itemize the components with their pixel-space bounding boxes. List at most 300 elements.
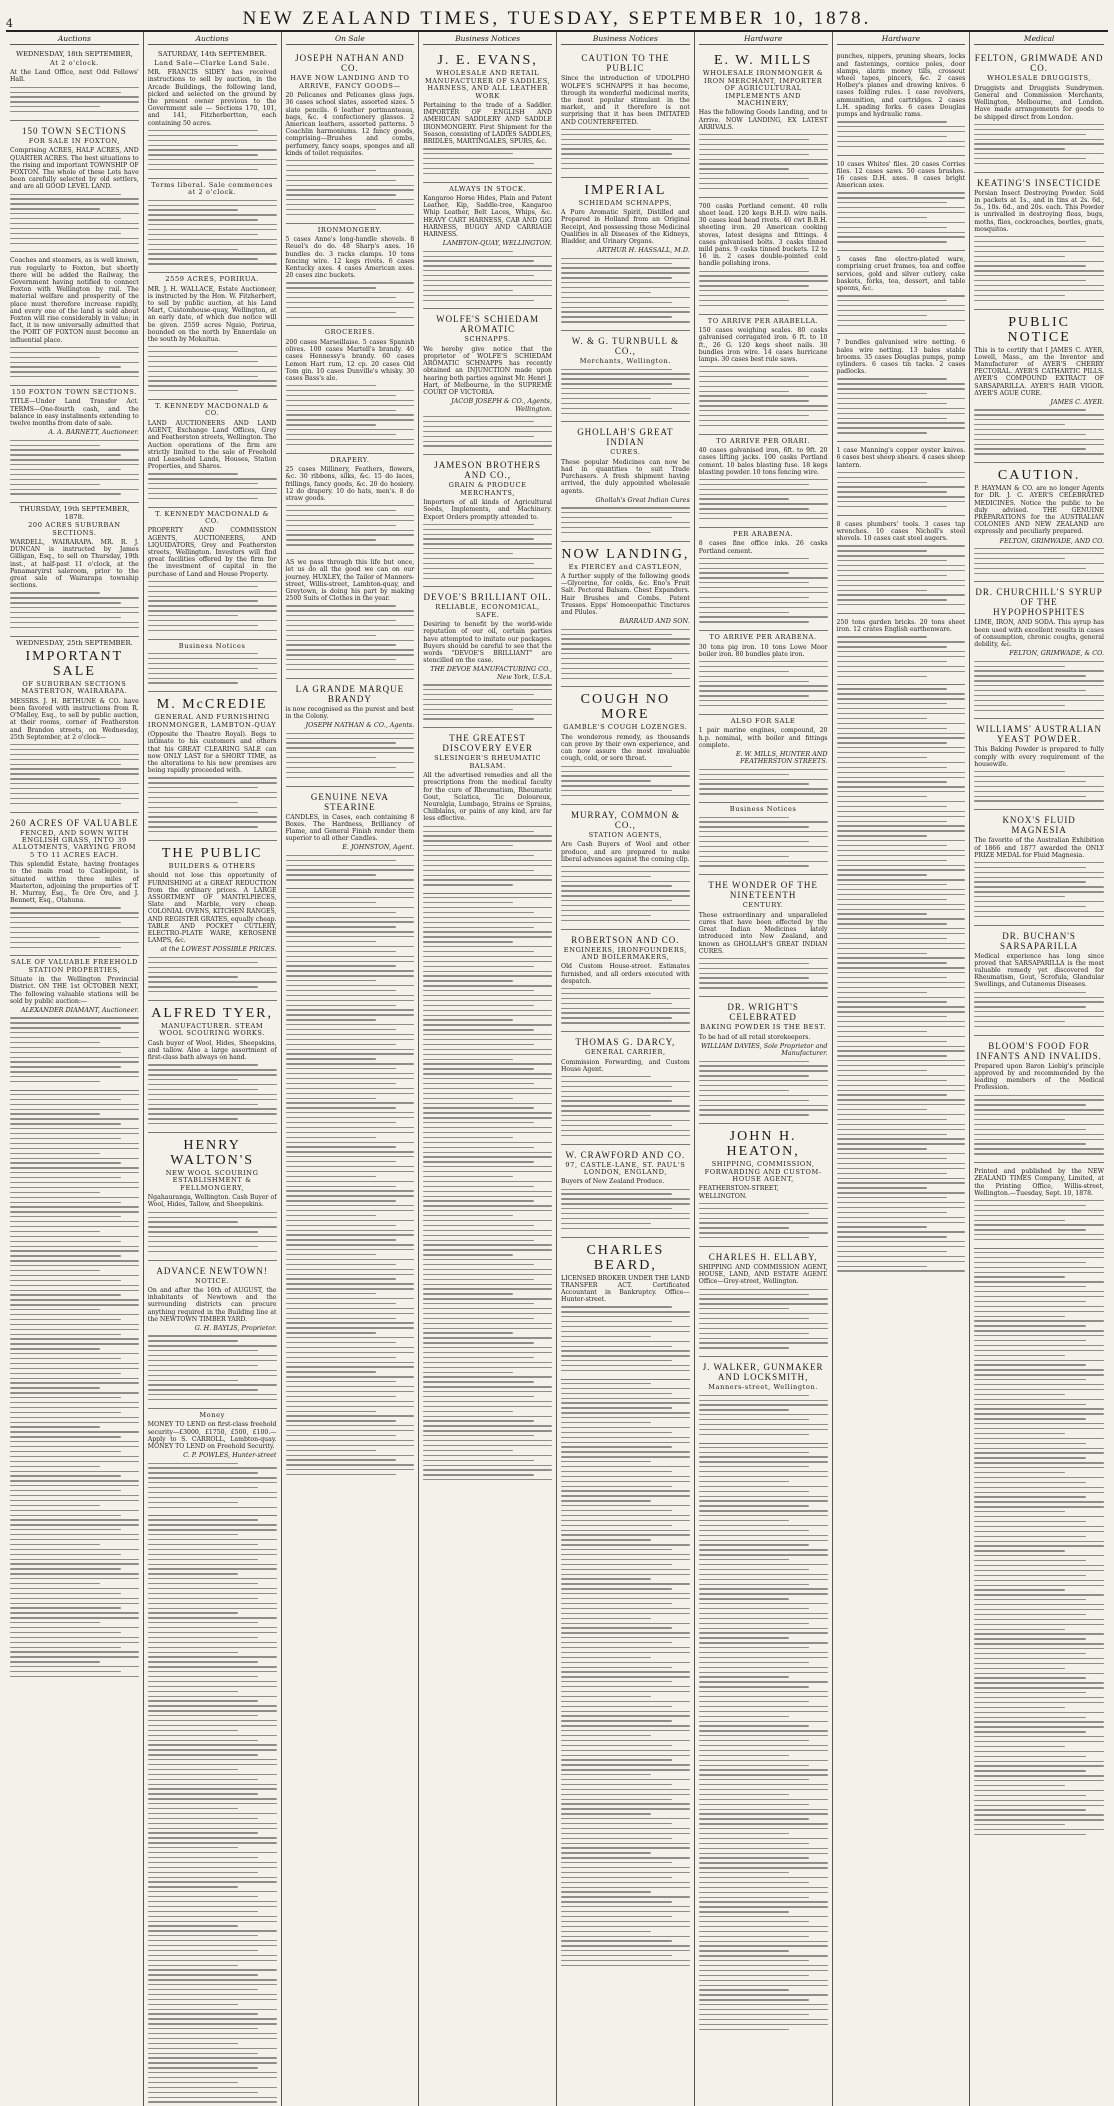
print-lines [148,130,277,170]
ad-body: 8 cases fine office inks. 26 casks Portland cement. [698,540,828,555]
print-lines [148,1519,277,2102]
ad-body: 8 cases plumbers' tools. 3 cases tap wrenches. 10 cases Nicholl's steel shovels. 10 cases cast steel augers. [836,520,966,543]
print-lines [974,862,1104,917]
ad-body: AS we pass through this life but once, let us do all the good we can on our journey. HUXLEY, the Tailor of Manners-street, Willis-street, Lambton-quay, and Greytown, is doing his part by making 2500 Suits of Clothes in the year. [285,559,415,603]
ad-subtitle: FOR SALE IN FOXTON, [28,136,121,145]
ad-subtitle: SLESINGER'S RHEUMATIC BALSAM. [434,754,542,770]
ad-title: ROBERTSON AND CO. [571,934,680,945]
ad-title: J. E. EVANS, [437,53,538,69]
advertisement [286,554,415,679]
ad-title: BLOOM'S FOOD FOR INFANTS AND INVALIDS. [976,1040,1102,1061]
ad-body: Has the following Goods Landing, and to Arrive. NOW LANDING, EX LATEST ARRIVALS. [698,109,828,131]
column-1 [6,32,144,2106]
print-lines [561,629,690,679]
advertisement [148,1133,277,1261]
advertisement [974,1163,1104,1249]
ad-body: The wonderous remedy, as thousands can prove by their own experience, and can now assure the most invaluable cough, cold, or sore throat. [561,733,690,763]
print-lines [837,192,966,242]
ad-body: 1 case Manning's copper oyster knives. 6 cases best sheep shears. 4 cases sheep lantern. [836,447,966,469]
advertisement [286,48,415,223]
ad-subtitle: GENERAL CARRIER, [585,1048,666,1057]
advertisement [148,273,277,400]
advertisement [286,679,415,787]
ad-subtitle: At 2 o'clock. [49,58,99,67]
ad-signature: G. H. BAYLIS, Proprietor. [194,1324,277,1333]
ad-subtitle: STATION AGENTS, [588,830,663,839]
print-lines [974,661,1104,711]
ad-signature: E. JOHNSTON, Agent. [342,843,415,852]
print-lines [286,282,415,318]
advertisement [423,728,552,894]
advertisement [10,956,139,1091]
ad-body: Situate in the Wellington Provincial District. ON THE 1st OCTOBER NEXT, The following valuable stations will be sold by public auction:— [10,976,139,1005]
print-lines [286,605,415,670]
advertisement [837,156,966,252]
advertisement [561,1145,690,1238]
advertisement [148,640,277,693]
print-lines [699,558,828,623]
ad-body: We hereby give notice that the proprietor of WOLFE'S SCHIEDAM AROMATIC SCHNAPPS has recently obtained an INJUNCTION made upon hearing both parties against Mr. Henri J. Hart, of Melbourne, in the SUPREME COURT OF VICTORIA. [423,345,552,397]
ad-subtitle: T. KENNEDY MACDONALD & CO. [155,402,270,418]
ad-body: 200 cases Marseillaise. 5 cases Spanish olives. 100 cases Martell's brandy. 40 cases Hennessy's brandy. 60 cases Lemon Hart rum, 12 cp. 20 cases Old Tom gin. 10 cases Dunville's whisky. 30 cases Bass's ale. [285,338,415,382]
ad-title: CAUTION TO THE PUBLIC [581,53,670,74]
ad-title: 260 ACRES OF VALUABLE [10,817,139,828]
advertisement [699,997,828,1124]
print-lines [286,385,415,445]
print-lines [423,684,552,720]
advertisement [423,587,552,728]
advertisement [561,331,690,422]
ad-subtitle: OF SUBURBAN SECTIONS MASTERTON, WAIRARAPA. [21,679,128,696]
ad-title: THE GREATEST DISCOVERY EVER [442,733,533,754]
ad-signature: FELTON, GRIMWADE, & CO. [1009,649,1104,658]
advertisement [974,719,1104,810]
print-lines [561,1383,690,1966]
print-lines [286,855,415,881]
ad-body: All the advertised remedies and all the prescriptions from the medical faculty for the cure of Rheumatism, Rheumatic Gout, Sciatica, Tic Doloureux, Neuralgia, Lumbago, Strains or Sprains, Chilblains, or pains of any kind, are far less effective. [423,772,552,823]
ad-subtitle: SCHNAPPS. [464,335,511,344]
ad-subtitle: RELIABLE, ECONOMICAL, SAFE. [435,603,540,619]
ad-title: PUBLIC NOTICE [1007,314,1071,345]
print-lines [561,369,690,414]
ad-date: THURSDAY, 19th SEPTEMBER, 1878. [19,505,130,521]
ad-body: Old Custom House-street. Estimates furnished, and all orders executed with despatch. [561,963,690,985]
ad-signature: JOSEPH NATHAN & CO., Agents. [305,721,415,730]
advertisement [148,1001,277,1133]
ad-subtitle: 97, CASTLE-LANE, ST. PAUL'S LONDON, ENGLAND, [565,1160,686,1176]
ad-signature: A. A. BARNETT, Auctioneer. [48,428,139,437]
ad-subtitle: Business Notices [729,805,797,814]
ad-title: FELTON, GRIMWADE AND CO. [974,53,1104,74]
ad-signature: ARTHUR H. HASSALL, M.D. [597,246,690,255]
print-lines [699,958,828,989]
print-lines [837,545,966,605]
advertisement [148,400,277,508]
column-heading: Auctions [10,35,139,45]
ad-body: These popular Medicines can now be had in quantities to suit Trade Purchasers. A fresh shipment having arrived, the duly appointed wholesale agents. [561,458,690,495]
ad-subtitle: NEW WOOL SCOURING ESTABLISHMENT & FELLMONGERY, [165,1169,259,1192]
print-lines [699,661,828,706]
print-lines [10,592,139,628]
ad-title: KEATING'S INSECTICIDE [976,177,1102,188]
advertisement [974,926,1104,1036]
ad-body: MR. J. H. WALLACE, Estate Auctioneer, is instructed by the Hon. W. Fitzherbert, to sell by public auction, at his Land Mart, Customhouse-quay, Wellington, at an early date, of which due notice will be given. 2559 acres Ngaio, Porirua, bounded on the north by Ennerdale on the south by Mokaitua. [147,285,277,343]
advertisement [699,435,828,528]
ad-title: ADVANCE NEWTOWN! [156,1265,268,1276]
ad-subtitle: NOTICE. [194,1276,230,1285]
ad-subtitle: Ex PIERCEY and CASTLEON, [568,562,683,571]
print-lines [837,636,966,676]
ad-signature: ALEXANDER DIAMANT, Auctioneer. [20,1006,139,1015]
print-lines [148,581,277,631]
print-lines [974,409,1104,454]
column-heading: Hardware [699,35,828,45]
column-heading: Business Notices [423,35,552,45]
advertisement [699,198,828,315]
advertisement [286,787,415,890]
print-lines [10,1094,139,1677]
ad-subtitle: Manners-street, Wellington. [708,1383,819,1392]
ad-body: LICENSED BROKER UNDER THE LAND TRANSFER ACT. Certificated Accountant in Bankruptcy. Office—Hunter-street. [561,1274,690,1304]
ad-body: Comprising ACRES, HALF ACRES, AND QUARTER ACRES. The best situations to the rising and important TOWNSHIP OF FOXTON. The whole of these Lots have been carefully selected by old settlers, and are all GOOD LEVEL LAND. [10,147,139,191]
print-lines [837,295,966,326]
ad-body: punches, nippers, pruning shears, locks and fastenings, cornice poles, door slamps, alarm money tills, crossout wheel tapes, pincers, &c. 2 cases Holbey's planes and drawing knives. 6 cases folding rules. 1 case revolvers, ammunition, and cartridges. 2 cases L.H. spading forks. 6 cases Douglas pumps and hydraulic rams. [836,53,966,119]
advertisement [10,386,139,503]
print-lines [10,744,139,804]
ad-body: Prepared upon Baron Liebig's principle approved by and recommended by the leading members of the Medical Profession. [974,1062,1104,1092]
print-lines [561,258,690,323]
print-lines [699,1061,828,1116]
ad-title: NOW LANDING, [561,546,690,562]
advertisement [561,178,690,331]
advertisement [148,48,277,178]
ad-body: 25 cases Millinery, Feathers, flowers, &c. 30 ribbons, silks, &c. 15 do laces, frillings, fancy goods, &c. 20 do hosiery. 12 do drapery. 10 do hats, men's. 8 do straw goods. [285,466,415,502]
ad-title: THOMAS G. DARCY, [575,1037,676,1048]
column-4 [419,32,557,2106]
ad-body: 150 cases weighing scales. 80 casks galvanised corrugated iron. 6 ft. to 10 ft., 26 G. 120 kegs sheet nails. 30 bundles iron wire. 14 cases hurricane lamps. 30 cases best rule saws. [698,327,828,363]
ad-title: CAUTION. [997,468,1081,484]
advertisement [286,326,415,453]
print-lines [148,1463,277,1508]
print-lines [286,733,415,778]
ad-signature: at the LOWEST POSSIBLE PRICES. [160,945,277,954]
ad-body: To be had of all retail storekeepers. [698,1033,811,1041]
ad-subtitle: FENCED, AND SOWN WITH ENGLISH GRASS, INTO 39 ALLOTMENTS, VARYING FROM 5 TO 11 ACRES EACH. [12,828,137,859]
print-lines [148,1212,277,1252]
print-lines [974,1252,1104,1835]
advertisement [561,1032,690,1144]
ad-title: DR. CHURCHILL'S SYRUP OF THE HYPOPHOSPHITES [975,587,1103,618]
advertisement [837,614,966,685]
ad-subtitle: IRONMONGERY. [317,225,383,234]
ad-subtitle: ENGINEERS, IRONFOUNDERS, AND BOILERMAKERS, [563,945,687,962]
advertisement [699,528,828,631]
ad-title: HENRY WALTON'S [170,1138,255,1169]
ad-title: GHOLLAH'S GREAT INDIAN [577,427,674,448]
ad-body: Medical experience has long since proved that SARSAPARILLA is the most valuable remedy yet discovered for Rheumatism, Gout, Scrofula, Glandular Swellings, and Cutaneous Diseases. [974,952,1104,989]
ad-title: JOSEPH NATHAN AND CO. [295,53,405,74]
advertisement [699,315,828,435]
ad-subtitle: ALSO FOR SALE [730,716,796,725]
ad-title: E. W. MILLS [714,53,813,69]
column-heading: Hardware [837,35,966,45]
advertisement [699,1247,828,1357]
ad-subtitle: CENTURY. [742,901,784,910]
ad-subtitle: WHOLESALE AND RETAIL MANUFACTURER OF SADDLES, HARNESS, AND ALL LEATHER WORK [424,69,551,100]
print-lines [699,1203,828,1239]
ad-subtitle: TO ARRIVE PER ORARI. [716,436,811,445]
print-lines [561,129,690,169]
print-lines [561,1189,690,1229]
print-lines [148,777,277,832]
ad-title: THE PUBLIC [161,846,263,862]
column-3 [282,32,420,2106]
ad-subtitle: ALWAYS IN STOCK. [449,184,527,193]
ad-title: CHARLES BEARD, [586,1242,665,1273]
ad-body: is now recognised as the purest and best in the Colony. [285,705,415,721]
ad-subtitle: Terms liberal. Sale commences at 2 o'clock. [151,180,273,197]
column-8 [970,32,1108,2106]
advertisement [10,637,139,813]
ad-subtitle: Business Notices [178,641,246,650]
ad-body: This is to certify that I JAMES C. AYER, Lowell, Mass., am the Inventor and Manufacturer of AYER'S CHERRY PECTORAL. AYER'S CATHARTIC PILLS. AYER'S COMPOUND EXTRACT OF SARSAPARILLA. AYER'S HAIR VIGOR. AYER'S AGUE CURE. [974,346,1104,397]
advertisement [10,503,139,636]
print-lines [561,1076,690,1136]
column-grid [6,32,1108,1460]
print-lines [423,524,552,579]
advertisement [423,183,552,310]
advertisement [561,1238,690,1380]
print-lines [10,1017,139,1082]
advertisement [974,48,1104,172]
print-lines [974,771,1104,802]
ad-signature: C. P. POWLES, Hunter-street [183,1451,277,1460]
ad-subtitle: Land Sale—Clarke Land Sale. [154,58,271,67]
column-heading: Medical [974,35,1104,45]
print-lines [561,866,690,921]
ad-body: Cash buyer of Wool, Hides, Sheepskins, and tallow. Also a large assortment of first-class bath always on hand. [147,1039,277,1062]
ad-subtitle: MANUFACTURER. STEAM WOOL SCOURING WORKS. [159,1022,265,1038]
ad-body: Buyers of New Zealand Produce. [561,1178,665,1186]
ad-title: WOLFE'S SCHIEDAM AROMATIC [436,314,540,335]
advertisement [837,48,966,155]
ad-body: The favorite of the Australian Exhibition of 1866 and 1877 awarded the ONLY PRIZE MEDAL for Fluid Magnesia. [974,837,1104,859]
ad-body: PROPERTY AND COMMISSION AGENTS, AUCTIONEERS, AND LIQUIDATORS, Grey and Featherston streets, Wellington. Investors will find great facilities offered by the firm for the investment of capital in the purchase of Land and House Property. [147,527,277,578]
ad-subtitle: 200 ACRES SUBURBAN SECTIONS. [28,521,121,537]
print-lines [423,148,552,174]
advertisement [974,1036,1104,1163]
ad-body: This Baking Powder is prepared to fully comply with every requirement of the housewife. [974,746,1104,768]
ad-subtitle: TO ARRIVE PER ARABELLA. [707,316,819,325]
print-lines [286,160,415,215]
ad-title: DEVOE'S BRILLIANT OIL. [423,592,552,603]
ad-subtitle: BUILDERS & OTHERS [168,862,256,871]
ad-subtitle: Money [199,1410,225,1419]
advertisement [10,121,139,252]
ad-title: DR. WRIGHT'S CELEBRATED [727,1002,799,1023]
ad-title: GENUINE NEVA STEARINE [310,791,389,812]
print-lines [423,897,552,1480]
ad-body: On and after the 16th of AUGUST, the inhabitants of Newtown and the surrounding districts can procure anything required in the Building line at the NEWTOWN TIMBER YARD. [147,1287,277,1323]
print-lines [423,416,552,447]
column-heading: On Sale [286,35,415,45]
ad-body: A Pure Aromatic Spirit, Distilled and Prepared in Holland from an Original Receipt, And possessing those Medicinal Qualities in all Diseases of the Kidneys, Bladder, and Urinary Organs. [561,209,690,246]
ad-body: LAND AUCTIONEERS AND LAND AGENT, Exchange Land Offices, Grey and Featherston streets, Wellington. The Auction operations of the firm are strictly limited to the sale of Freehold and Leasehold Lands, Houses, Station Properties, and Shares. [147,419,277,471]
advertisement [974,810,1104,925]
advertisement [561,48,690,177]
ad-body: Printed and published by the NEW ZEALAND TIMES Company, Limited, at the Printing Office, Willis-street, Wellington.—Tuesday, Sept. 10, 1878. [974,1168,1104,1197]
print-lines [699,1289,828,1349]
ad-subtitle: HAVE NOW LANDING AND TO ARRIVE, FANCY GOODS— [290,74,410,90]
print-lines [974,992,1104,1028]
ad-body: 7 bundles galvanised wire netting. 6 bales wire netting. 13 bales stable brooms. 35 cases Douglas pumps, pump cylinders. 6 cases tin tacks. 2 cases padlocks. [836,339,966,376]
advertisement [148,1261,277,1409]
ad-title: J. WALKER, GUNMAKER AND LOCKSMITH, [702,1362,824,1383]
ad-body: MONEY TO LEND on first-class freehold security—£3000, £1750, £500, £100.—Apply to S. CARROLL, Lambton-quay. MONEY TO LEND on Freehold Security. [147,1421,277,1450]
ad-signature: E. W. MILLS, HUNTER AND FEATHERSTON STREETS. [735,749,828,766]
ad-title: W. & G. TURNBULL & CO., [571,336,679,357]
print-lines [148,200,277,265]
print-lines [837,378,966,433]
column-heading: Auctions [148,35,277,45]
advertisement [561,687,690,804]
ad-body: Since the introduction of UDOLPHO WOLFE'S SCHNAPPS it has become, through its wonderful medicinal merits, the most popular stimulant in the market, and it therefore is not surprising that it has been IMITATED AND COUNTERFEITED. [561,75,690,126]
ad-subtitle: SHIPPING, COMMISSION, FORWARDING AND CUSTOM-HOUSE AGENT, [704,1160,822,1184]
ad-body: 250 tons garden bricks. 20 tons sheet iron. 12 crates English earthenware. [836,619,966,634]
print-lines [148,473,277,499]
ad-signature: JAMES C. AYER. [1050,397,1104,406]
ad-title: LA GRANDE MARQUE BRANDY [295,683,405,704]
print-lines [974,1095,1104,1155]
ad-body: (Opposite the Theatre Royal). Begs to intimate to his customers and others that his GREAT CLEARING SALE can now ONLY LAST for a SHORT TIME, as the alterations to his new premises are being rapidly proceeded with. [147,731,277,775]
ad-body: SHIPPING AND COMMISSION AGENT, HOUSE, LAND, AND ESTATE AGENT. Office—Grey-street, Wellington. [698,1264,828,1286]
print-lines [974,236,1104,301]
ad-title: ALFRED TYER, [151,1006,273,1022]
print-lines [699,479,828,519]
ad-body: 700 casks Portland cement. 40 rolls sheet lead. 120 kegs B.H.D. wire nails. 30 cases lead head rivets. 40 cwt B.B.H. sheeting iron. 20 American cooking stoves, latest designs and fittings. 4 cases galvanised bolts. 3 casks tinned mild pans. 9 casks tinned buckets. 12 to 16 in. 2 cases double-pointed cold handle polishing irons. [698,202,828,268]
ad-subtitle: GROCERIES. [324,328,375,337]
print-lines [561,507,690,533]
advertisement [286,224,415,327]
ad-signature: WILLIAM DAVIES, Sole Proprietor and Manufacturer. [700,1041,828,1058]
advertisement [699,1357,828,1443]
ad-subtitle: 150 FOXTON TOWN SECTIONS. [11,388,138,397]
ad-title: JOHN H. HEATON, [726,1129,800,1160]
ad-body: These extraordinary and unparalleled cures that have been effected by the Great Indian Medicines lately introduced into New Zealand, and known as GHOLLAH'S GREAT INDIAN CURES. [698,911,828,955]
print-lines [561,1306,690,1371]
print-lines [837,472,966,508]
advertisement [10,813,139,957]
advertisement [974,582,1104,719]
print-lines [699,769,828,795]
ad-body: P. HAYMAN & CO. are no longer Agents for DR. J. C. AYER'S CELEBRATED MEDICINES. Notice the public to be duly advised. THE GENUINE PREPARATIONS for the AUSTRALIAN COLONIES AND NEW ZEALAND are expressly and peculiarly prepared. [974,485,1104,536]
ad-body: Ngahauranga, Wellington. Cash Buyer of Wool, Hides, Tallow, and Sheepskins. [147,1194,277,1209]
ad-subtitle: BAKING POWDER IS THE BEST. [700,1023,826,1032]
print-lines [699,1395,828,1435]
print-lines [699,817,828,867]
masthead [6,6,1108,32]
print-lines [974,1200,1104,1240]
advertisement [423,48,552,182]
advertisement [10,48,139,121]
advertisement [699,875,828,997]
print-lines [699,134,828,189]
advertisement [974,310,1104,464]
ad-body: LIME, IRON, AND SODA. This syrup has been used with excellent results in cases of consumption, chronic coughs, general debility, &c. [974,619,1104,649]
advertisement [837,334,966,442]
ad-subtitle: SALE OF VALUABLE FREEHOLD STATION PROPERTIES, [10,958,138,974]
print-lines [286,892,415,1475]
print-lines [10,87,139,113]
print-lines [286,505,415,545]
ad-body: 40 cases galvanised iron, 6ft. to 9ft. 20 cases lifting jacks. 100 casks Portland cement. 10 bales blasting fuse. 18 kegs blasting powder. 10 tons fencing wire. [698,447,828,476]
ad-body: Commission Forwarding, and Custom House Agent. [561,1058,690,1073]
print-lines [148,653,277,684]
ad-title: COUGH NO MORE [580,692,671,723]
advertisement [148,841,277,1001]
advertisement [837,251,966,334]
ad-body: This splendid Estate, having frontages to the main road to Castlepoint, is situated within three miles of Masterton, adjoining the properties of T. H. Murray, Esq., Te Ore Ore, and J. Bennett, Esq., Otahuna. [10,861,139,905]
column-7 [833,32,971,2106]
advertisement [561,930,690,1033]
print-lines [699,1447,828,2030]
print-lines [837,688,966,1271]
ad-subtitle: TO ARRIVE PER ARABENA. [709,633,817,642]
ad-date: WEDNESDAY, 18th SEPTEMBER, [15,50,133,59]
ad-title: IMPERIAL [584,182,667,198]
ad-body: CANDLES, in Cases, each containing 8 Boxes. The Hardness, Brilliancy of Flame, and General Finish render them superior to all other Candles. [285,813,415,843]
column-5 [557,32,695,2106]
ad-title: M. McCREDIE [156,697,268,713]
ad-signature: JACOB JOSEPH & CO., Agents, Wellington. [451,397,552,413]
print-lines [699,271,828,307]
ad-body: 5 cases fine electro-plated ware, comprising cruet frames, tea and coffee services, gold and silver cutlery, cake baskets, forks, tea, dessert, and table spoons, &c. [836,256,966,292]
ad-body: 10 cases Whites' files. 20 cases Corries files. 12 cases saws. 50 cases brushes. 16 cases D.H. axes. 8 cases bright American axes. [836,160,966,190]
ad-subtitle: 2559 ACRES, PORIRUA. [165,275,259,284]
print-lines [148,957,277,993]
ad-body: 20 Pelicanes and Pelicanes glass jugs. 36 cases school slates, assorted sizes. 5 slate pencils. 6 leather portmanteaus, bags, &c. 4 confectionery glasses. 2 American leathers, assorted patterns. 5 Coachlin harmoniums. 12 fancy goods, comprising—Brushes and combs, perfumery, fancy soaps, sponges and all kinds of toilet requisites. [285,92,415,157]
advertisement [423,309,552,455]
ad-title: W. CRAWFORD AND CO. [565,1149,686,1160]
ad-signature: THE DEVOE MANUFACTURING CO., New York, U.S.A. [430,665,552,681]
ad-body: should not lose this opportunity of FURNISHING at a GREAT REDUCTION from the ordinary prices. A LARGE ASSORTMENT OF MANTELPIECES, Slate and Marble, very cheap. COLONIAL OVENS, KITCHEN RANGES, AND REGISTER GRATES, equally cheap. TABLE AND POCKET CUTLERY, ELECTRO-PLATE WARE, KEROSENE LAMPS, &c. [147,872,277,945]
ad-body: 30 tons pig iron. 10 tons Lowe Moor boiler iron. 80 bundles plate iron. [698,643,828,658]
ad-body: Druggists and Druggists Sundrymen. General and Commission Merchants, Wellington, Melbourne, and London. Have made arrangements for goods to be shipped direct from London. [974,84,1104,121]
ad-body: FEATHERSTON-STREET, WELLINGTON. [698,1185,779,1200]
advertisement [148,179,277,273]
print-lines [148,1335,277,1400]
advertisement [699,48,828,197]
ad-subtitle: GAMBLE'S COUGH LOZENGES. [563,723,688,732]
ad-body: At the Land Office, next Odd Fellows' Hall. [10,69,139,84]
advertisement [148,692,277,841]
ad-title: 150 TOWN SECTIONS [22,125,127,136]
column-2 [144,32,282,2106]
advertisement [699,715,828,803]
ad-subtitle: CURES. [610,448,641,457]
ad-subtitle: T. KENNEDY MACDONALD & CO. [155,509,270,526]
ad-signature: LAMBTON-QUAY, WELLINGTON. [442,239,552,248]
ad-title: KNOX'S FLUID MAGNESIA [1002,815,1076,836]
column-heading: Business Notices [561,35,690,45]
ad-title: IMPORTANT SALE [25,648,124,679]
advertisement [974,173,1104,310]
advertisement [974,463,1104,582]
ad-body: Coaches and steamers, as is well known, run regularly to Foxton, but shortly there will be added the Railway, the Government having notified to connect Foxton with Wellington by rail. The material welfare and prosperity of the place must therefore increase rapidly, and every one of the land is sold about Foxton will rise considerably in value; in fact, it is now universally admitted that the PORT OF FOXTON must become an influential place. [10,257,139,344]
ad-subtitle: DRAPERY. [330,455,370,464]
ad-body: MESSRS. J. H. BETHUNE & CO. have been favored with instructions from R. O'Malley, Esq., to sell by public auction, at their rooms, corner of Featherston and Brandon streets, on Wednesday, 25th September, at 2 o'clock— [10,697,139,741]
ad-title: THE WONDER OF THE NINETEENTH [708,880,818,901]
